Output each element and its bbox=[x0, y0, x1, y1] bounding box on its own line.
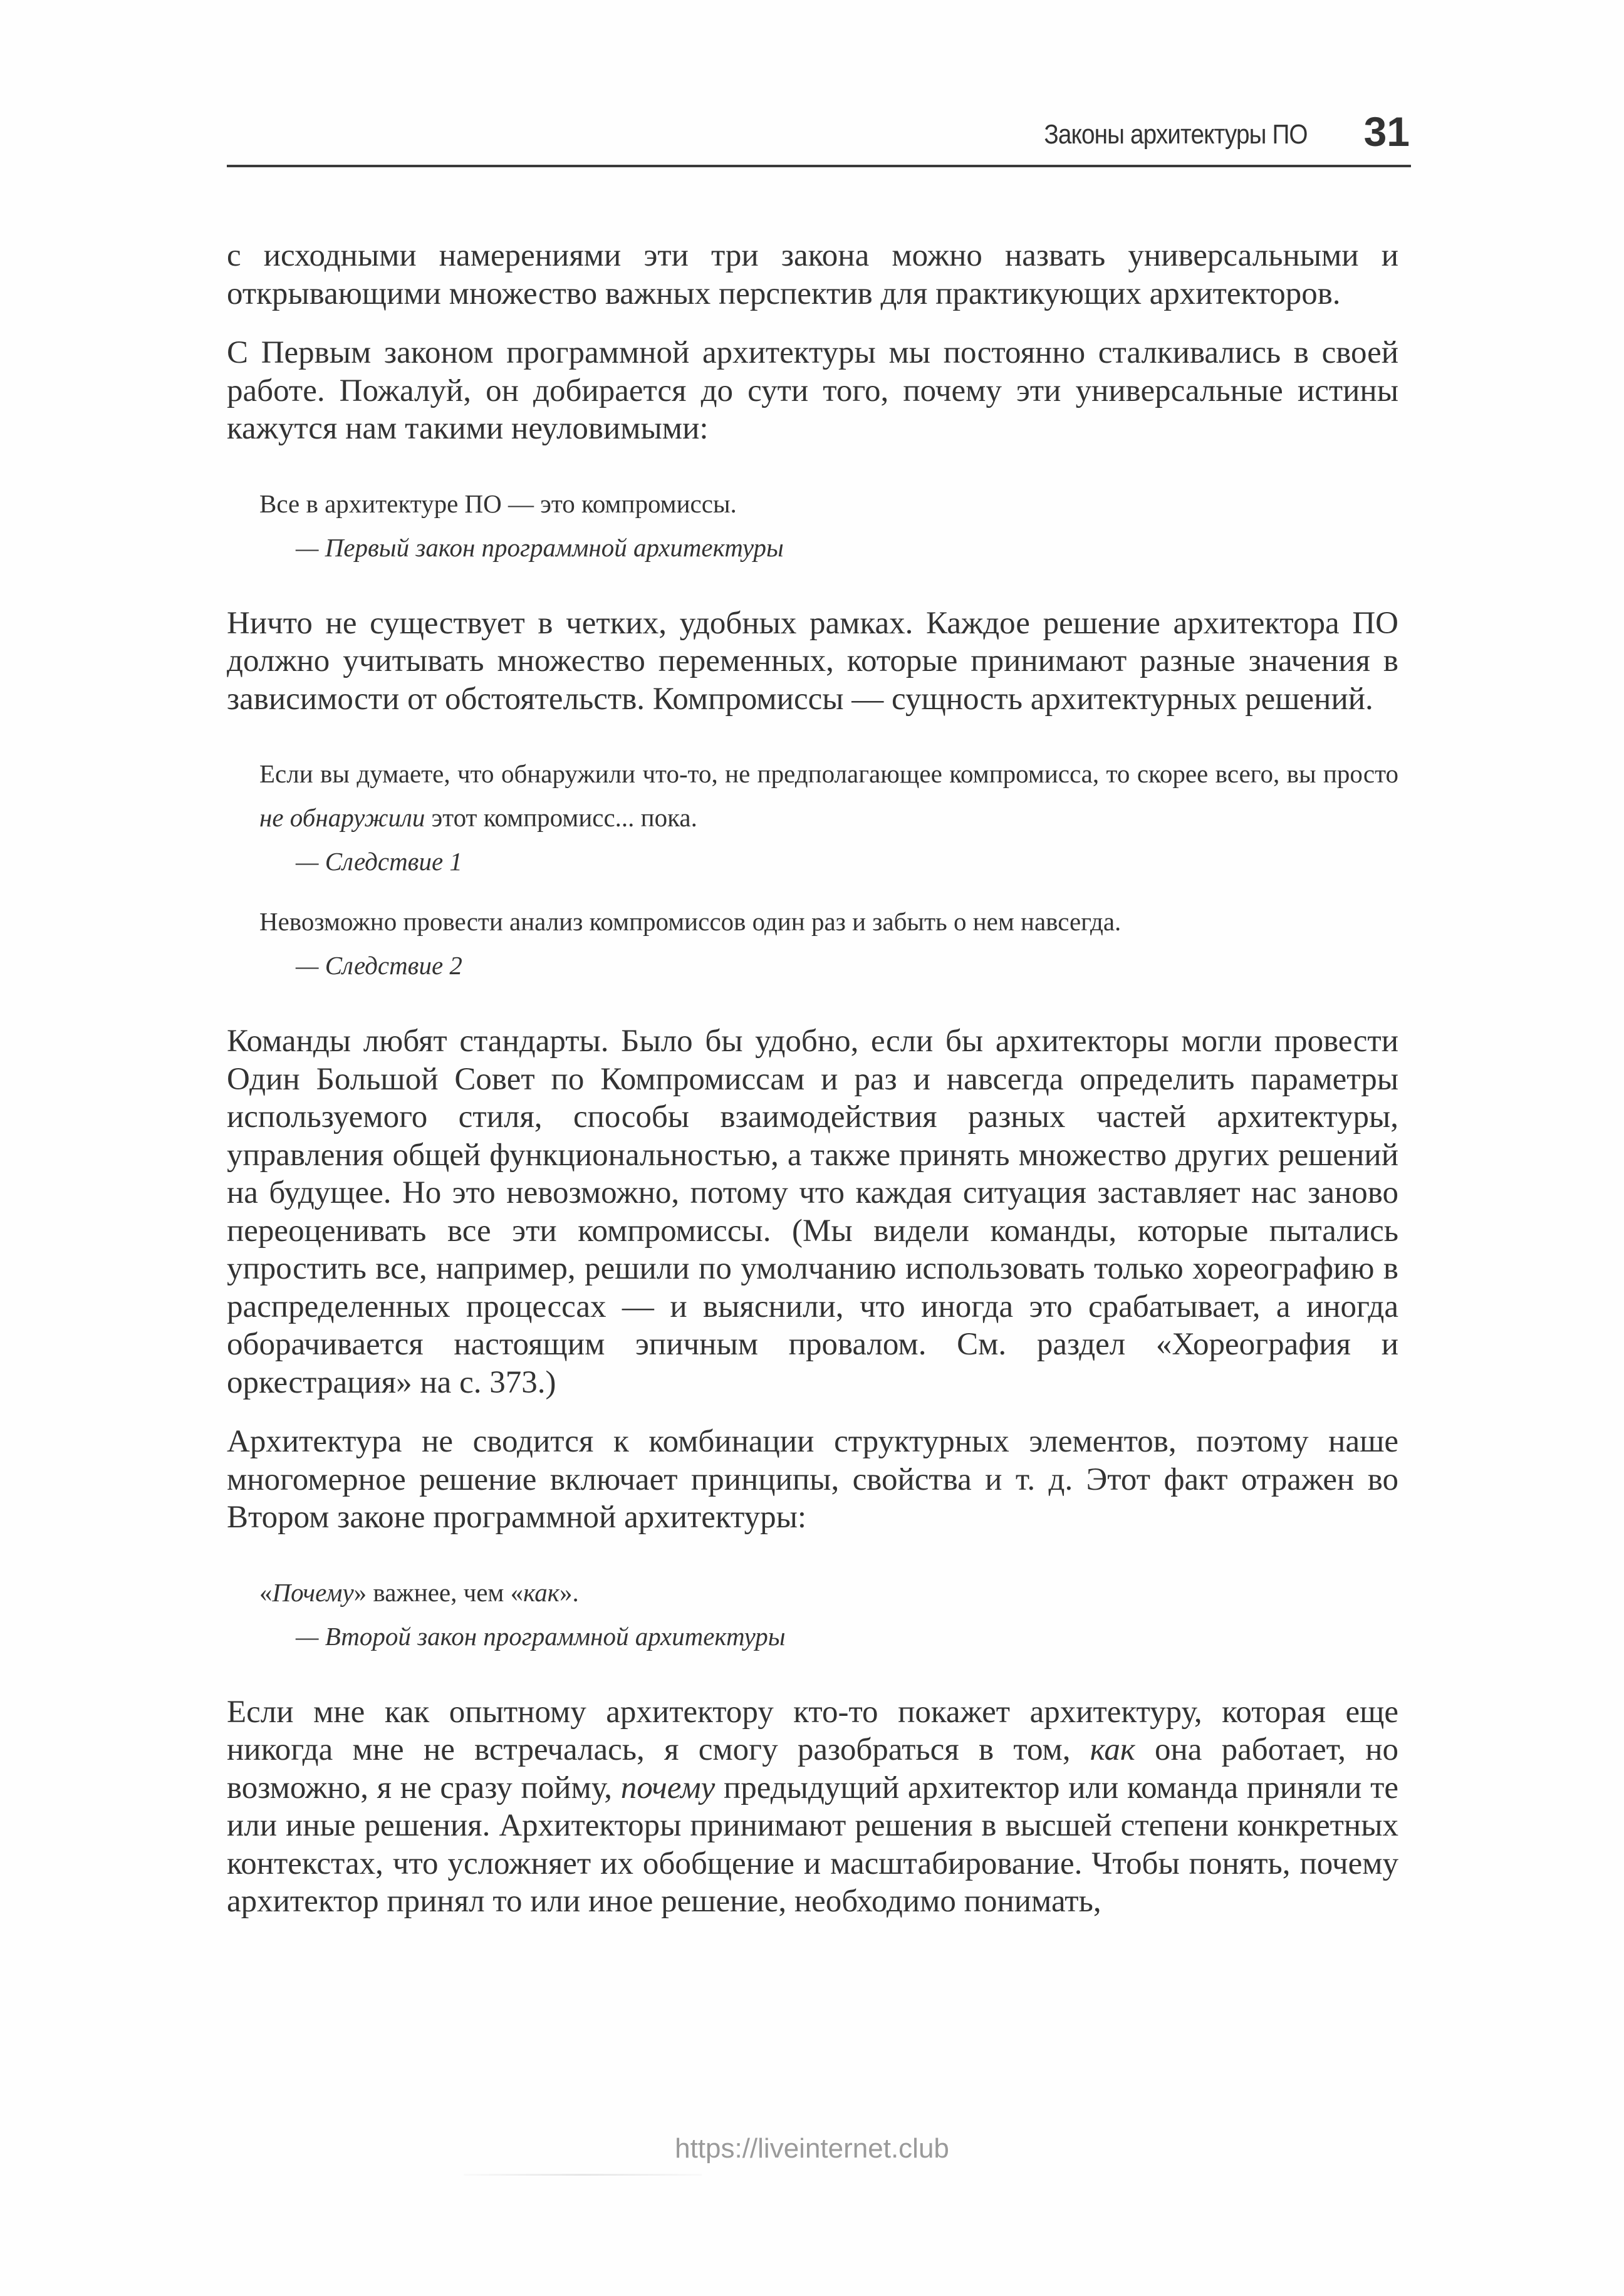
paragraph-3: Ничто не существует в четких, удобных рамках. Каждое решение архитектора ПО должно учитывать множество переменных, которые принимают разные значения в зависимости от обстоятельств. Компромиссы — сущность архитектурных решений. bbox=[227, 605, 1398, 717]
paragraph-6 bbox=[227, 1693, 1398, 1921]
quote-emphasis: как bbox=[523, 1577, 560, 1607]
emphasis: почему bbox=[620, 1770, 716, 1805]
paragraph-5: Архитектура не сводится к комбинации структурных элементов, поэтому наше многомерное решение включает принципы, свойства и т. д. Этот факт отражен во Втором законе программной архитектуры: bbox=[227, 1424, 1398, 1535]
quote-mark: » bbox=[353, 1577, 367, 1607]
epigraph-attribution-1: — Первый закон программной архитектуры bbox=[296, 532, 784, 562]
quote-text: важнее, чем « bbox=[367, 1577, 524, 1607]
paragraph-text: С Первым законом программной архитектуры мы постоянно сталкивались в своей работе. Пожалуй, он добирается до сути того, почему эти универсальные истины кажутся нам такими неуловимыми: bbox=[227, 335, 1398, 446]
running-head bbox=[227, 106, 1411, 166]
epigraph-attribution-4: — Второй закон программной архитектуры bbox=[296, 1621, 786, 1651]
epigraph-quote-3: Невозможно провести анализ компромиссов один раз и забыть о нем навсегда. bbox=[259, 907, 1122, 936]
epigraph-quote-4 bbox=[259, 1571, 1398, 1614]
quote-emphasis: не обнаружили bbox=[259, 803, 425, 832]
footer-watermark[interactable]: https://liveinternet.club bbox=[675, 2133, 949, 2164]
epigraph-attribution-3: — Следствие 2 bbox=[296, 951, 462, 980]
footer-line bbox=[464, 2174, 702, 2176]
body-text bbox=[227, 237, 1398, 1942]
paragraph-1 bbox=[227, 237, 1398, 313]
quote-text: этот компромисс... пока. bbox=[425, 803, 697, 832]
quote-mark: « bbox=[259, 1577, 273, 1607]
paragraph-text: она работает, но возможно, я не сразу пойму, bbox=[227, 1732, 1398, 1805]
paragraph-text: Если мне как опытному архитектору кто-то покажет архитектуру, которая еще никогда мне не встречалась, я смогу разобраться в том, bbox=[227, 1694, 1398, 1767]
paragraph-text: предыдущий архитектор или команда приняли те или иные решения. Архитекторы принимают решения в высшей степени конкретных контекстах, что усложняет их обобщение и масштабирование. Чтобы понять, почему архитектор принял то или иное решение, необходимо понимать, bbox=[227, 1770, 1398, 1919]
paragraph-2 bbox=[227, 334, 1398, 448]
emphasis: как bbox=[1090, 1732, 1135, 1767]
paragraph-4: Команды любят стандарты. Было бы удобно, если бы архитекторы могли провести Один Большой Совет по Компромиссам и раз и навсегда определить параметры используемого стиля, способы взаимодействия разных частей архитектуры, управления общей функциональностью, а также принять множество других решений на будущее. Но это невозможно, потому что каждая ситуация заставляет нас заново переоценивать все эти компромиссы. (Мы видели команды, которые пытались упростить все, например, решили по умолчанию использовать только хореографию в распределенных процессах — и выяснили, что иногда это срабатывает, а иногда оборачивается настоящим эпичным провалом. См. раздел «Хореография и оркестрация» на с. 373.) bbox=[227, 1024, 1398, 1400]
chapter-title: Законы архитектуры ПО bbox=[1044, 119, 1308, 150]
quote-text: Если вы думаете, что обнаружили что-то, не предполагающее компромисса, то скорее всего, вы просто bbox=[259, 759, 1398, 788]
epigraph-attribution-2: — Следствие 1 bbox=[296, 847, 462, 876]
quote-emphasis: Почему bbox=[272, 1577, 354, 1607]
header-rule bbox=[227, 165, 1411, 167]
epigraph-quote-1: Все в архитектуре ПО — это компромиссы. bbox=[259, 489, 737, 518]
quote-mark: ». bbox=[559, 1577, 579, 1607]
epigraph-quote-2 bbox=[259, 752, 1398, 839]
page-number: 31 bbox=[1363, 108, 1410, 155]
paragraph-text: с исходными намерениями эти три закона можно назвать универсальными и открывающими множество важных перспектив для практикующих архитекторов. bbox=[227, 238, 1398, 311]
